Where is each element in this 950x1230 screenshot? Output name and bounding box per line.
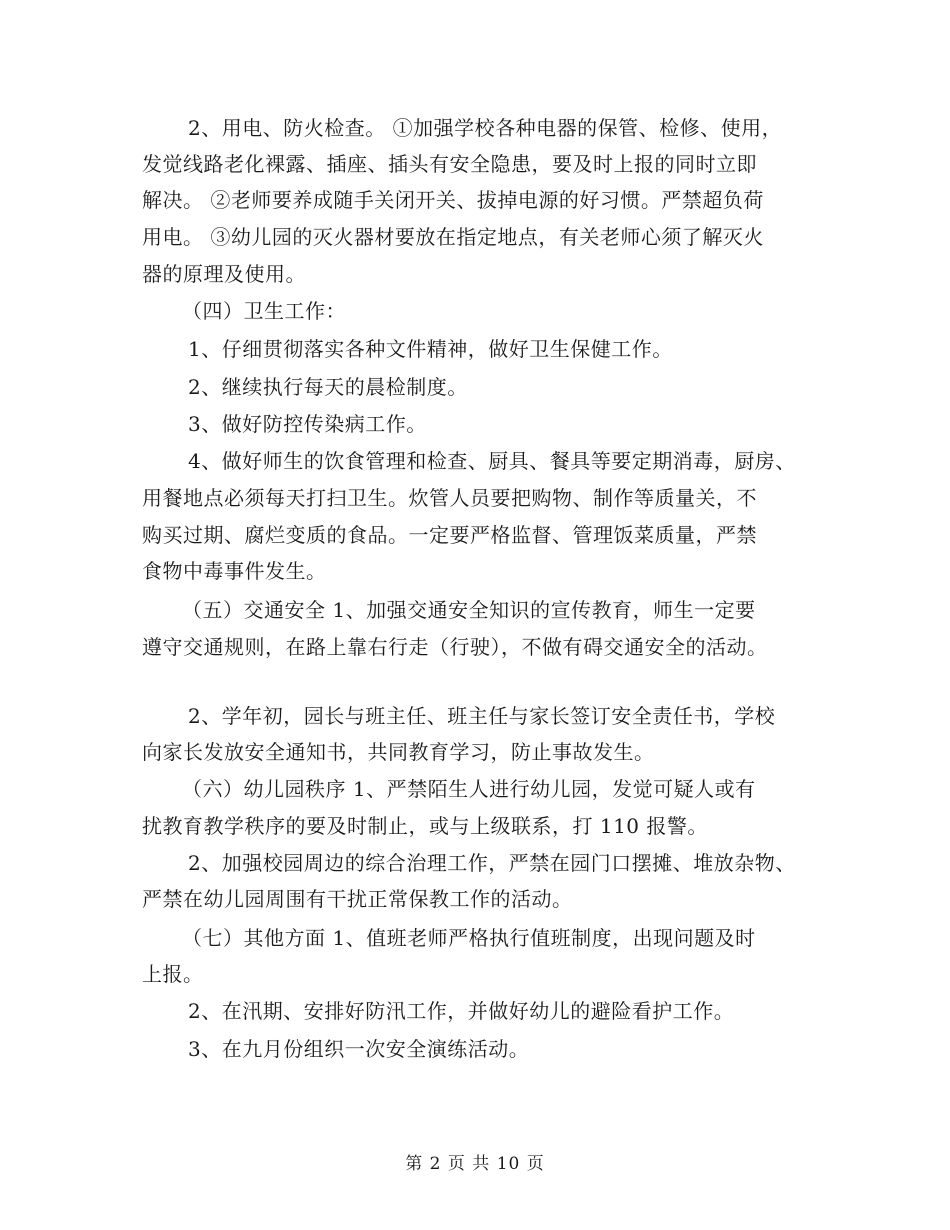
text-line: 1、仔细贯彻落实各种文件精神，做好卫生保健工作。: [188, 337, 673, 361]
section-heading: （四）卫生工作：: [182, 299, 346, 323]
text-line: 用餐地点必须每天打扫卫生。炊管人员要把购物、制作等质量关，不: [142, 486, 757, 510]
section-heading: （五）交通安全 1、加强交通安全知识的宣传教育，师生一定要: [182, 598, 756, 622]
text-line: 向家长发放安全通知书，共同教育学习，防止事故发生。: [142, 740, 655, 764]
text-line: 遵守交通规则，在路上靠右行走（行驶），不做有碍交通安全的活动。: [142, 635, 768, 659]
text-line: 2、在汛期、安排好防汛工作，并做好幼儿的避险看护工作。: [188, 999, 735, 1023]
text-line: 发觉线路老化裸露、插座、插头有安全隐患，要及时上报的同时立即: [142, 152, 757, 176]
text-line: 购买过期、腐烂变质的食品。一定要严格监督、管理饭菜质量，严禁: [142, 523, 757, 547]
section-heading: （六）幼儿园秩序 1、严禁陌生人进行幼儿园，发觉可疑人或有: [182, 777, 756, 801]
text-line: 2、继续执行每天的晨检制度。: [188, 375, 468, 399]
text-line: 上报。: [142, 962, 204, 986]
text-line: 器的原理及使用。: [142, 262, 306, 286]
text-line: 4、做好师生的饮食管理和检查、厨具、餐具等要定期消毒，厨房、: [188, 449, 796, 473]
text-line: 2、加强校园周边的综合治理工作，严禁在园门口摆摊、堆放杂物、: [188, 851, 796, 875]
text-line: 扰教育教学秩序的要及时制止，或与上级联系，打 110 报警。: [142, 814, 708, 838]
text-line: 3、在九月份组织一次安全演练活动。: [188, 1037, 530, 1061]
text-line: 解决。 ②老师要养成随手关闭开关、拔掉电源的好习惯。严禁超负荷: [142, 188, 764, 212]
text-line: 用电。 ③幼儿园的灭火器材要放在指定地点，有关老师心须了解灭火: [142, 225, 764, 249]
section-heading: （七）其他方面 1、值班老师严格执行值班制度，出现问题及时: [182, 926, 756, 950]
text-line: 2、用电、防火检查。 ①加强学校各种电器的保管、检修、使用，: [188, 116, 783, 140]
text-line: 食物中毒事件发生。: [142, 559, 327, 583]
page-footer: 第 2 页 共 10 页: [405, 1154, 545, 1174]
text-line: 严禁在幼儿园周围有干扰正常保教工作的活动。: [142, 887, 573, 911]
text-line: 2、学年初，园长与班主任、班主任与家长签订安全责任书，学校: [188, 704, 776, 728]
text-line: 3、做好防控传染病工作。: [188, 412, 427, 436]
